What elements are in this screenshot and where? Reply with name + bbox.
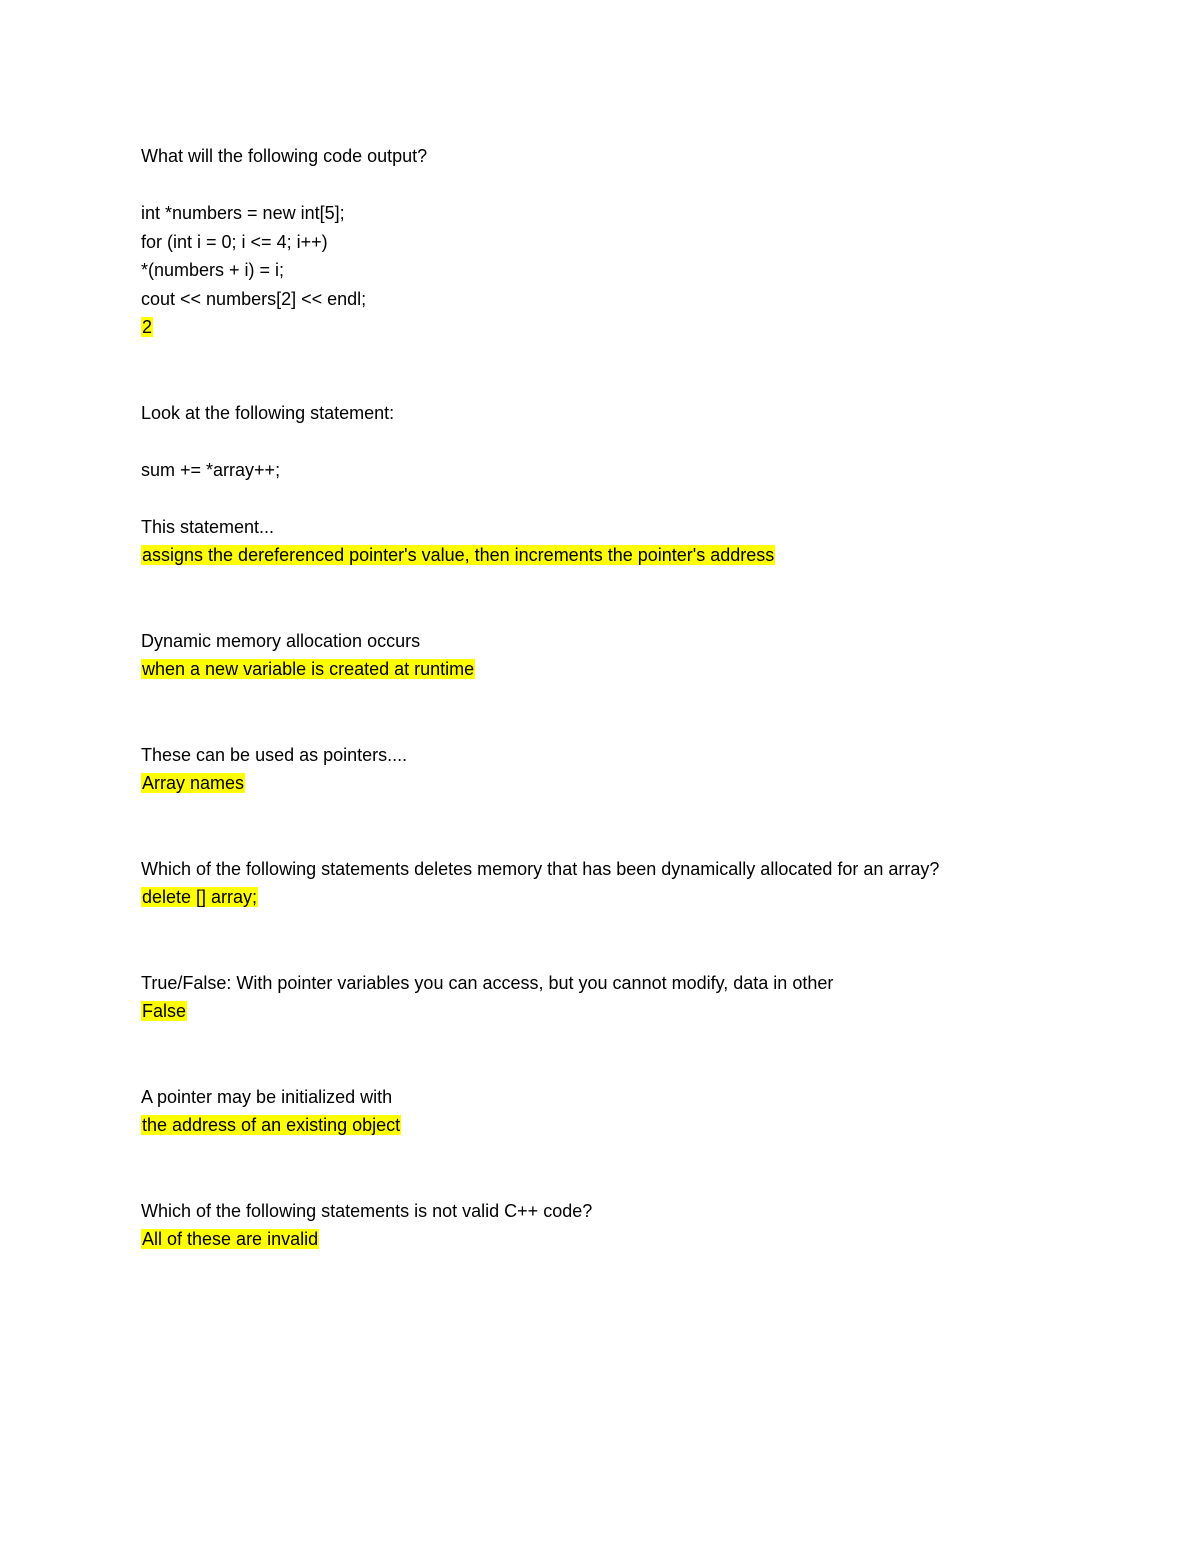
highlighted-answer: Array names [142, 773, 245, 793]
question-lead: This statement... [141, 516, 275, 537]
question-block [141, 741, 1021, 798]
highlighted-answer: False [142, 1001, 187, 1021]
question-block [141, 627, 1021, 684]
question-prompt: These can be used as pointers.... [141, 744, 408, 765]
question-block [141, 855, 1021, 912]
question-prompt: What will the following code output? [141, 146, 428, 166]
question-prompt: Which of the following statements is not valid C++ code? [141, 1200, 593, 1221]
question-prompt: True/False: With pointer variables you can access, but you cannot modify, data in other [141, 972, 834, 993]
highlighted-answer: All of these are invalid [142, 1229, 319, 1249]
question-prompt: Look at the following statement: [141, 402, 395, 423]
question-block [141, 969, 1021, 1026]
question-prompt: Dynamic memory allocation occurs [141, 630, 421, 651]
highlighted-answer: 2 [142, 317, 153, 337]
code-line: *(numbers + i) = i; [141, 260, 285, 280]
question-prompt: Which of the following statements deletes memory that has been dynamically allocated for an array? [141, 858, 940, 879]
question-block [141, 1083, 1021, 1140]
quiz-content [141, 142, 1021, 1254]
code-line: int *numbers = new int[5]; [141, 203, 345, 223]
question-prompt: A pointer may be initialized with [141, 1086, 393, 1107]
highlighted-answer: the address of an existing object [142, 1115, 401, 1135]
question-block [141, 1197, 1021, 1254]
highlighted-answer: assigns the dereferenced pointer's value, then increments the pointer's address [142, 545, 775, 565]
code-line: sum += *array++; [141, 459, 281, 480]
question-block [141, 142, 1021, 342]
code-line: cout << numbers[2] << endl; [141, 288, 367, 309]
highlighted-answer: when a new variable is created at runtime [142, 659, 475, 679]
question-block [141, 399, 1021, 570]
code-line: for (int i = 0; i <= 4; i++) [141, 231, 328, 252]
highlighted-answer: delete [] array; [142, 887, 258, 907]
